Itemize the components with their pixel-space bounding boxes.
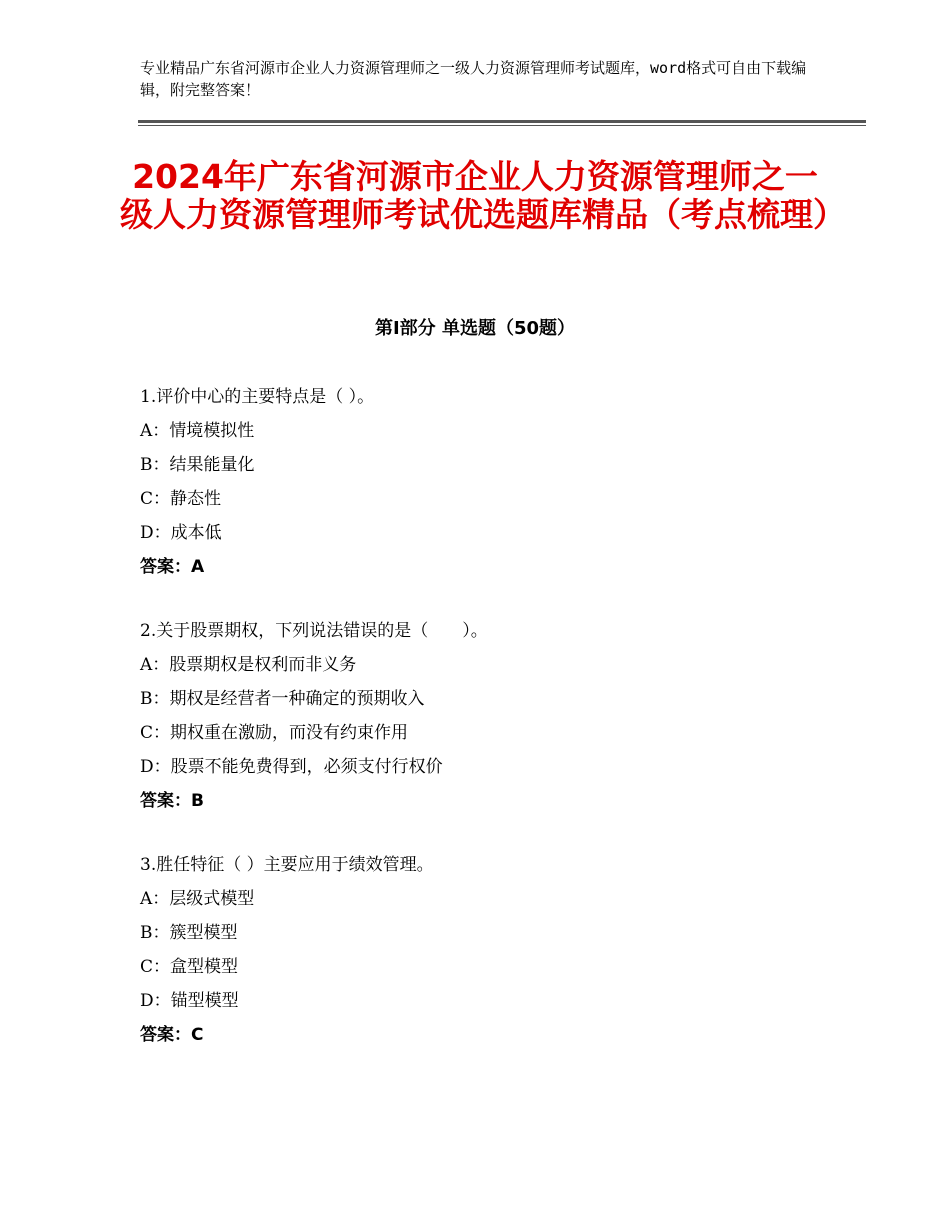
header-rule-thin: [138, 125, 866, 126]
question-1: [140, 380, 840, 584]
option-b: B：结果能量化: [140, 455, 255, 475]
option-c: C：盒型模型: [140, 957, 239, 977]
header-note: 专业精品广东省河源市企业人力资源管理师之一级人力资源管理师考试题库，word格式可自由下载编辑，附完整答案！: [140, 59, 807, 99]
option-a: A：层级式模型: [140, 889, 255, 909]
option-c: C：期权重在激励，而没有约束作用: [140, 723, 409, 743]
option-d: D：股票不能免费得到，必须支付行权价: [140, 757, 443, 777]
answer: 答案：C: [140, 1025, 204, 1045]
question-3: [140, 848, 840, 1052]
option-b: B：期权是经营者一种确定的预期收入: [140, 689, 425, 709]
option-a: A：情境模拟性: [140, 421, 255, 441]
option-d: D：成本低: [140, 523, 222, 543]
option-b: B：簇型模型: [140, 923, 238, 943]
question-stem: 3.胜任特征（ ）主要应用于绩效管理。: [140, 855, 434, 875]
option-c: C：静态性: [140, 489, 222, 509]
option-d: D：锚型模型: [140, 991, 239, 1011]
section-title: 第Ⅰ部分 单选题（50题）: [374, 318, 575, 339]
answer: 答案：B: [140, 791, 204, 811]
question-stem: 2.关于股票期权，下列说法错误的是（ ）。: [140, 621, 488, 641]
question-2: [140, 614, 840, 818]
option-a: A：股票期权是权利而非义务: [140, 655, 357, 675]
question-stem: 1.评价中心的主要特点是（ ）。: [140, 387, 375, 407]
answer: 答案：A: [140, 557, 205, 577]
header-rule-thick: [138, 120, 866, 123]
document-title: 2024年广东省河源市企业人力资源管理师之一级人力资源管理师考试优选题库精品（考点梳理）: [120, 157, 846, 234]
question-list: [140, 380, 840, 1082]
